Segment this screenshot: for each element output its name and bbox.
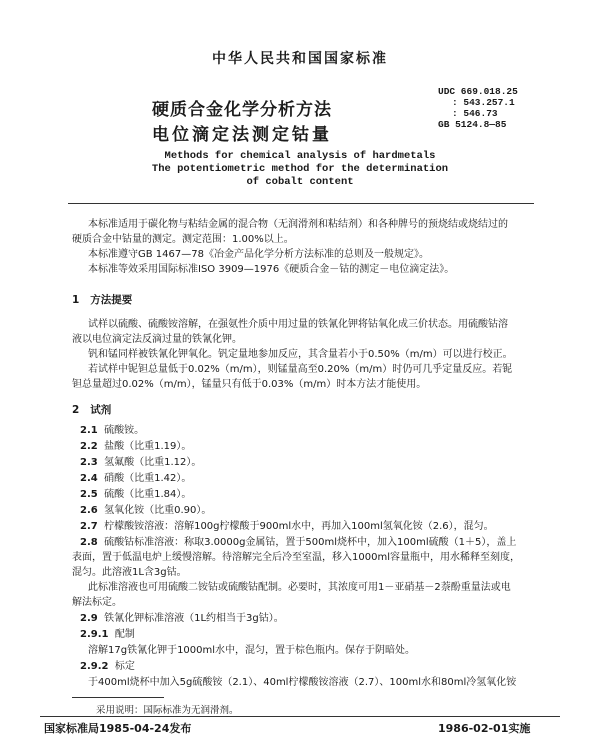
footnote-rule bbox=[72, 697, 164, 698]
item-number: 2.3 bbox=[80, 457, 98, 468]
udc-line: : 546.73 bbox=[452, 108, 498, 119]
item-number: 2.7 bbox=[80, 521, 98, 532]
intro-line: 本标准等效采用国际标准ISO 3909—1976《硬质合金－钴的测定－电位滴定法》。 bbox=[88, 264, 455, 275]
item-number: 2.9 bbox=[80, 613, 98, 624]
item-continuation: 表面，置于低温电炉上缓慢溶解。待溶解完全后冷至室温，移入1000ml容量瓶中，用水稀释至刻度， bbox=[72, 552, 520, 563]
reagent-item bbox=[80, 456, 201, 470]
subitem-line: 溶解17g铁氰化钾于1000ml水中，混匀，置于棕色瓶内。保存于阴暗处。 bbox=[88, 645, 416, 656]
item-number: 2.9.2 bbox=[80, 661, 109, 672]
item-note: 此标准溶液也可用硫酸二铵钴或硫酸钴配制。必要时，其浓度可用1－亚硝基－2萘酚重量法或电 bbox=[88, 582, 511, 593]
section-1-line: 若试样中铌钽总量低于0.02%（m/m），则锰量高至0.20%（m/m）时仍可几乎定量反应。若铌 bbox=[88, 364, 513, 375]
item-text: 柠檬酸铵溶液：溶解100g柠檬酸于900ml水中，再加入100ml氢氧化铵（2.6），混匀。 bbox=[104, 521, 494, 532]
item-number: 2.8 bbox=[80, 537, 98, 548]
udc-block bbox=[438, 86, 518, 130]
reagent-item bbox=[80, 472, 191, 486]
section-1-heading bbox=[72, 292, 132, 307]
intro-line: 本标准适用于碳化物与粘结金属的混合物（无润滑剂和粘结剂）和各种牌号的预烧结或烧结过的 bbox=[88, 219, 508, 230]
item-text: 配制 bbox=[114, 629, 135, 640]
title-zh-line2: 电位滴定法测定钴量 bbox=[152, 125, 332, 145]
item-note: 解法标定。 bbox=[72, 597, 122, 608]
reagent-item bbox=[80, 424, 144, 438]
reagent-item bbox=[80, 520, 494, 534]
item-text: 氢氟酸（比重1.12）。 bbox=[104, 457, 202, 468]
footer-rule bbox=[40, 716, 560, 717]
item-text: 硫酸（比重1.84）。 bbox=[104, 489, 192, 500]
subitem-heading bbox=[80, 660, 135, 674]
item-number: 2.5 bbox=[80, 489, 98, 500]
title-en-line1: Methods for chemical analysis of hardmetals bbox=[164, 150, 436, 162]
subitem-heading bbox=[80, 628, 135, 642]
udc-line: : 543.257.1 bbox=[452, 97, 515, 108]
section-title: 试剂 bbox=[90, 404, 112, 416]
section-2-heading bbox=[72, 402, 111, 417]
item-number: 2.9.1 bbox=[80, 629, 109, 640]
reagent-item bbox=[80, 504, 211, 518]
item-number: 2.1 bbox=[80, 425, 98, 436]
subitem-line: 于400ml烧杯中加入5g硫酸铵（2.1）、40ml柠檬酸铵溶液（2.7）、100ml水和80ml冷氢氧化铵 bbox=[88, 677, 517, 688]
item-text: 氢氧化铵（比重0.90）。 bbox=[104, 505, 212, 516]
item-text: 标定 bbox=[114, 661, 135, 672]
issuing-authority: 中华人民共和国国家标准 bbox=[212, 51, 388, 67]
title-en-line3: of cobalt content bbox=[246, 176, 354, 188]
reagent-item bbox=[80, 488, 191, 502]
title-en-line2: The potentiometric method for the determination bbox=[151, 163, 449, 175]
section-number: 1 bbox=[72, 294, 80, 306]
section-1-line: 液以电位滴定法反滴过量的铁氰化钾。 bbox=[72, 334, 242, 345]
section-1-line: 试样以硫酸、硫酸铵溶解，在强氨性介质中用过量的铁氰化钾将钴氧化成三价状态。用硫酸钴溶 bbox=[88, 319, 508, 330]
item-number: 2.4 bbox=[80, 473, 98, 484]
header-rule bbox=[68, 203, 534, 204]
item-text: 硝酸（比重1.42）。 bbox=[104, 473, 192, 484]
reagent-item bbox=[80, 612, 284, 626]
section-1-line: 钽总量超过0.02%（m/m），锰量只有低于0.03%（m/m）时本方法才能使用。 bbox=[72, 379, 427, 390]
section-number: 2 bbox=[72, 404, 80, 416]
section-title: 方法提要 bbox=[90, 294, 133, 306]
intro-line: 硬质合金中钴量的测定。测定范围：1.00%以上。 bbox=[72, 234, 294, 245]
section-1-line: 钒和锰同样被铁氰化钾氧化。钒定量地参加反应，其含量若小于0.50%（m/m）可以进行校正。 bbox=[88, 349, 513, 360]
item-number: 2.6 bbox=[80, 505, 98, 516]
gb-number: GB 5124.8—85 bbox=[438, 119, 507, 130]
item-text: 盐酸（比重1.19）。 bbox=[104, 441, 192, 452]
reagent-item bbox=[80, 536, 516, 550]
item-number: 2.2 bbox=[80, 441, 98, 452]
reagent-item bbox=[80, 440, 191, 454]
title-zh-line1: 硬质合金化学分析方法 bbox=[152, 100, 332, 120]
issue-date: 国家标准局1985-04-24发布 bbox=[44, 722, 192, 735]
item-text: 铁氰化钾标准溶液（1L约相当于3g钴）。 bbox=[104, 613, 284, 624]
effective-date: 1986-02-01实施 bbox=[438, 722, 531, 735]
item-text: 硫酸钴标准溶液：称取3.0000g金属钴，置于500ml烧杯中，加入100ml硫酸（1＋5），盖上 bbox=[104, 537, 517, 548]
udc-line: UDC 669.018.25 bbox=[438, 86, 518, 97]
footnote: 采用说明：国际标准为无润滑剂。 bbox=[96, 705, 239, 716]
item-continuation: 混匀。此溶液1L含3g钴。 bbox=[72, 567, 187, 578]
item-text: 硫酸铵。 bbox=[104, 425, 145, 436]
intro-line: 本标准遵守GB 1467—78《冶金产品化学分析方法标准的总则及一般规定》。 bbox=[88, 249, 429, 260]
